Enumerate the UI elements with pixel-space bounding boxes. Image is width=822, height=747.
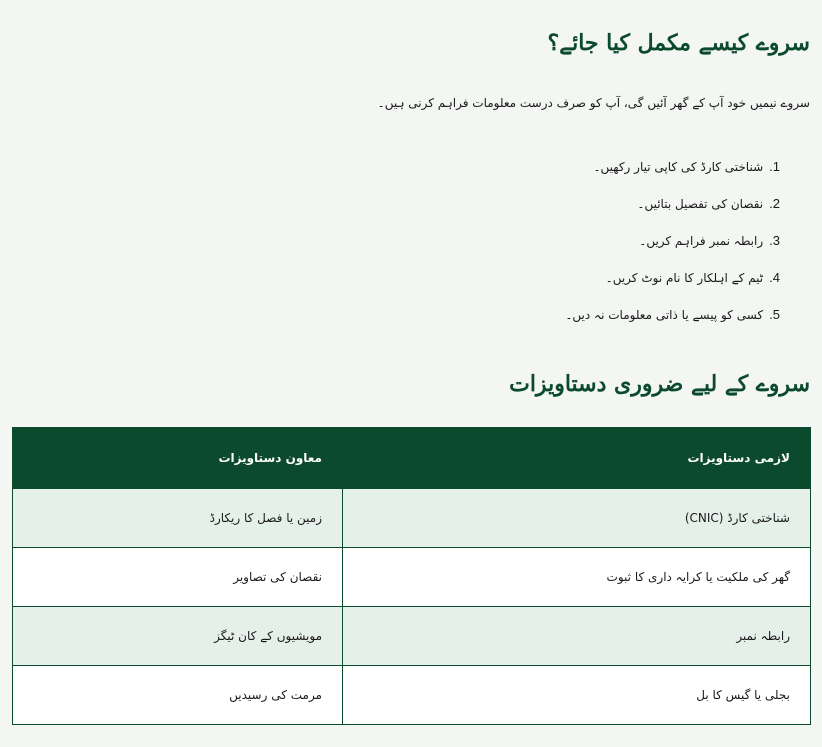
step-number: 5. bbox=[769, 307, 780, 322]
table-row bbox=[13, 666, 811, 725]
table-cell: مرمت کی رسیدیں bbox=[13, 666, 343, 725]
column-header-mandatory: لازمی دستاویزات bbox=[343, 428, 811, 489]
list-item bbox=[565, 296, 780, 333]
survey-steps-list bbox=[565, 148, 780, 333]
table-cell: نقصان کی تصاویر bbox=[13, 548, 343, 607]
list-item bbox=[565, 148, 780, 185]
documents-table bbox=[12, 427, 811, 725]
table-cell: بجلی یا گیس کا بل bbox=[343, 666, 811, 725]
table-row bbox=[13, 548, 811, 607]
step-text: نقصان کی تفصیل بتائیں۔ bbox=[637, 196, 764, 211]
step-number: 3. bbox=[769, 233, 780, 248]
step-text: شناختی کارڈ کی کاپی تیار رکھیں۔ bbox=[593, 159, 764, 174]
table-cell: مویشیوں کے کان ٹیگز bbox=[13, 607, 343, 666]
table-cell: شناختی کارڈ (CNIC) bbox=[343, 489, 811, 548]
step-text: ٹیم کے اہلکار کا نام نوٹ کریں۔ bbox=[605, 270, 764, 285]
survey-intro-text: سروے نیمیں خود آپ کے گھر آئیں گی، آپ کو صرف درست معلومات فراہم کرنی ہیں۔ bbox=[377, 96, 810, 110]
column-header-supporting: معاون دستاویزات bbox=[13, 428, 343, 489]
step-text: کسی کو پیسے یا ذاتی معلومات نہ دیں۔ bbox=[565, 307, 764, 322]
step-text: رابطہ نمبر فراہم کریں۔ bbox=[639, 233, 764, 248]
table-header-row bbox=[13, 428, 811, 489]
table-row bbox=[13, 607, 811, 666]
table-row bbox=[13, 489, 811, 548]
table-cell: گھر کی ملکیت یا کرایہ داری کا ثبوت bbox=[343, 548, 811, 607]
step-number: 2. bbox=[769, 196, 780, 211]
list-item bbox=[565, 222, 780, 259]
step-number: 1. bbox=[769, 159, 780, 174]
list-item bbox=[565, 259, 780, 296]
step-number: 4. bbox=[769, 270, 780, 285]
list-item bbox=[565, 185, 780, 222]
survey-how-to-heading: سروے کیسے مکمل کیا جائے؟ bbox=[547, 30, 810, 56]
table-cell: زمین یا فصل کا ریکارڈ bbox=[13, 489, 343, 548]
table-cell: رابطہ نمبر bbox=[343, 607, 811, 666]
required-documents-heading: سروے کے لیے ضروری دستاویزات bbox=[509, 371, 810, 397]
